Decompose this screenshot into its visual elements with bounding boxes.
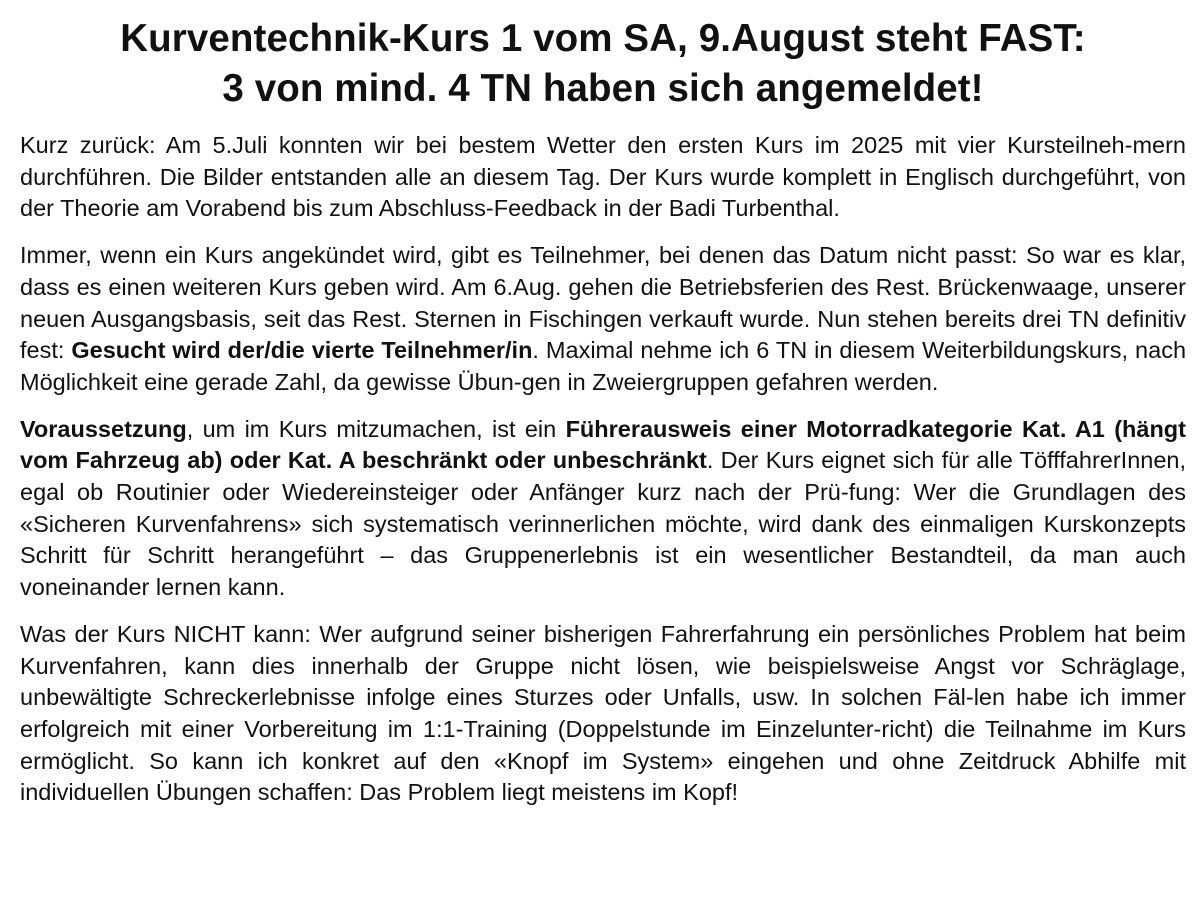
paragraph-intro xyxy=(20,130,1186,225)
document-title xyxy=(20,14,1186,114)
paragraph-second-course xyxy=(20,240,1186,399)
paragraph-limitations-text: Was der Kurs NICHT kann: Wer aufgrund seiner bisherigen Fahrerfahrung ein persönliches Problem hat beim Kurvenfahren, kann dies innerhalb der Gruppe nicht lösen, wie beispielsweise Angst vor Schräglage, unbewältigte Schreckerlebnisse infolge eines Sturzes oder Unfalls, usw. In solchen Fäl-len habe ich immer erfolgreich mit einer Vorbereitung im 1:1-Training (Doppelstunde im Einzelunter-richt) die Teilnahme im Kurs ermöglicht. So kann ich konkret auf den «Knopf im System» eingehen und ohne Zeitdruck Abhilfe mit individuellen Übungen schaffen: Das Problem liegt meistens im Kopf! xyxy=(20,620,1186,806)
title-line-1: Kurventechnik-Kurs 1 vom SA, 9.August steht FAST: xyxy=(120,17,1086,60)
paragraph-limitations xyxy=(20,619,1186,809)
paragraph-requirements-text-b: . Der Kurs eignet sich für alle TöfffahrerInnen, egal ob Routinier oder Wiedereinsteiger oder Anfänger kurz nach der Prü-fung: Wer die Grundlagen des «Sicheren Kurvenfahrens» sich systematisch verinnerlichen möchte, wird dank des einmaligen Kurskonzepts Schritt für Schritt herangeführt – das Gruppenerlebnis ist ein wesentlicher Bestandteil, da man auch voneinander lernen kann. xyxy=(20,447,1187,601)
paragraph-second-course-text-b: . Maximal nehme ich 6 TN in diesem Weiterbildungskurs, nach Möglichkeit eine gerade Zahl, da gewisse Übun-gen in Zweiergruppen gefahren werden. xyxy=(20,337,1187,395)
paragraph-requirements-text-a: , um im Kurs mitzumachen, ist ein xyxy=(186,415,566,442)
title-line-2: 3 von mind. 4 TN haben sich angemeldet! xyxy=(222,67,984,110)
paragraph-intro-text: Kurz zurück: Am 5.Juli konnten wir bei bestem Wetter den ersten Kurs im 2025 mit vier Kursteilneh-mern durchführen. Die Bilder entstanden alle an diesem Tag. Der Kurs wurde komplett in Englisch durchgeführt, von der Theorie am Vorabend bis zum Abschluss-Feedback in der Badi Turbenthal. xyxy=(20,132,1186,222)
paragraph-requirements-label: Voraussetzung xyxy=(20,415,187,442)
paragraph-second-course-text-a: Immer, wenn ein Kurs angekündet wird, gibt es Teilnehmer, bei denen das Datum nicht passt: So war es klar, dass es einen weiteren Kurs geben wird. Am 6.Aug. gehen die Betriebsferien des Rest. Brückenwaage, unserer neuen Ausgangsbasis, seit das Rest. Sternen in Fischingen verkauft wurde. Nun stehen bereits drei TN definitiv fest: xyxy=(20,242,1186,364)
paragraph-requirements xyxy=(20,414,1186,604)
paragraph-second-course-highlight: Gesucht wird der/die vierte Teilnehmer/in xyxy=(71,337,533,364)
paragraph-requirements-license: Führerausweis einer Motorradkategorie Kat. A1 (hängt vom Fahrzeug ab) oder Kat. A beschränkt oder unbeschränkt xyxy=(20,415,1186,474)
document-page xyxy=(20,14,1186,894)
article-body xyxy=(20,130,1186,809)
